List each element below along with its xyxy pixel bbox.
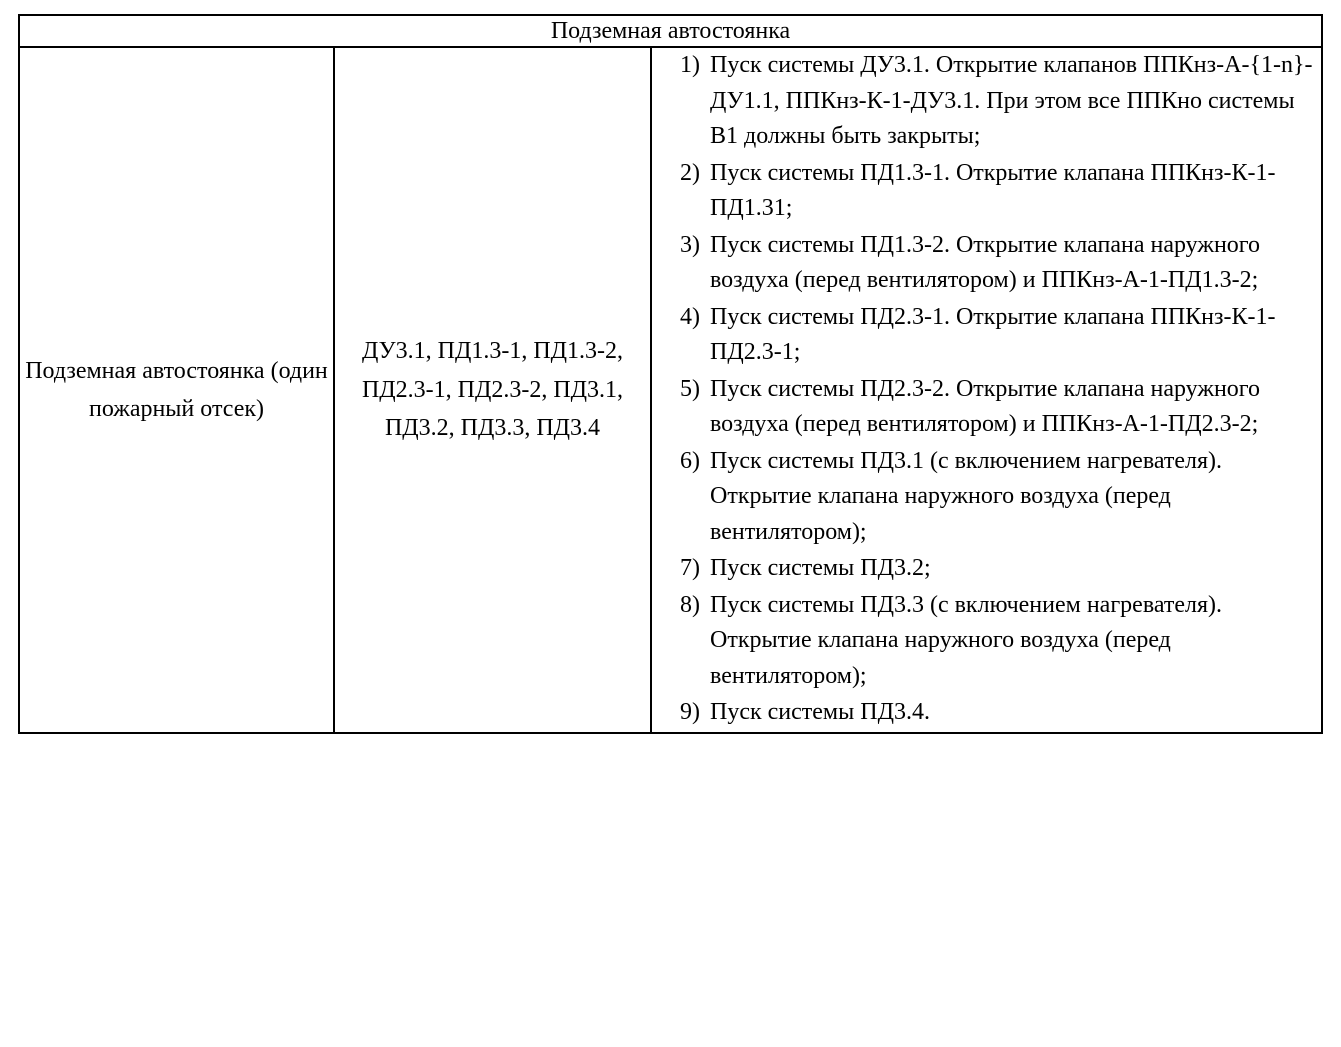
table-row bbox=[19, 47, 1322, 733]
list-item: Пуск системы ПД3.4. bbox=[710, 699, 930, 726]
list-item: Пуск системы ПД2.3-2. Открытие клапана наружного воздуха (перед вентилятором) и ППКнз-А-1-ПД2.3-2; bbox=[710, 375, 1261, 438]
list-item: Пуск системы ДУ3.1. Открытие клапанов ППКнз-А-{1-n}-ДУ1.1, ППКнз-К-1-ДУ3.1. При этом все ППКно системы В1 должны быть закрыты; bbox=[710, 52, 1313, 150]
actions-cell bbox=[651, 47, 1322, 733]
list-item: Пуск системы ПД2.3-1. Открытие клапана ППКнз-К-1-ПД2.3-1; bbox=[710, 303, 1276, 366]
list-item: Пуск системы ПД3.1 (с включением нагревателя). Открытие клапана наружного воздуха (перед вентилятором); bbox=[710, 447, 1223, 545]
list-item: Пуск системы ПД1.3-2. Открытие клапана наружного воздуха (перед вентилятором) и ППКнз-А-1-ПД1.3-2; bbox=[710, 231, 1261, 294]
table-header-row bbox=[19, 15, 1322, 47]
systems-cell: ДУ3.1, ПД1.3-1, ПД1.3-2, ПД2.3-1, ПД2.3-2, ПД3.1, ПД3.2, ПД3.3, ПД3.4 bbox=[334, 47, 651, 733]
list-item: Пуск системы ПД1.3-1. Открытие клапана ППКнз-К-1-ПД1.31; bbox=[710, 159, 1276, 222]
zone-cell: Подземная автостоянка (один пожарный отсек) bbox=[19, 47, 334, 733]
list-item: Пуск системы ПД3.3 (с включением нагревателя). Открытие клапана наружного воздуха (перед вентилятором); bbox=[710, 591, 1223, 689]
list-item: Пуск системы ПД3.2; bbox=[710, 555, 931, 582]
fire-safety-table bbox=[18, 14, 1323, 734]
table-title: Подземная автостоянка bbox=[19, 15, 1322, 47]
actions-list bbox=[652, 48, 1321, 731]
